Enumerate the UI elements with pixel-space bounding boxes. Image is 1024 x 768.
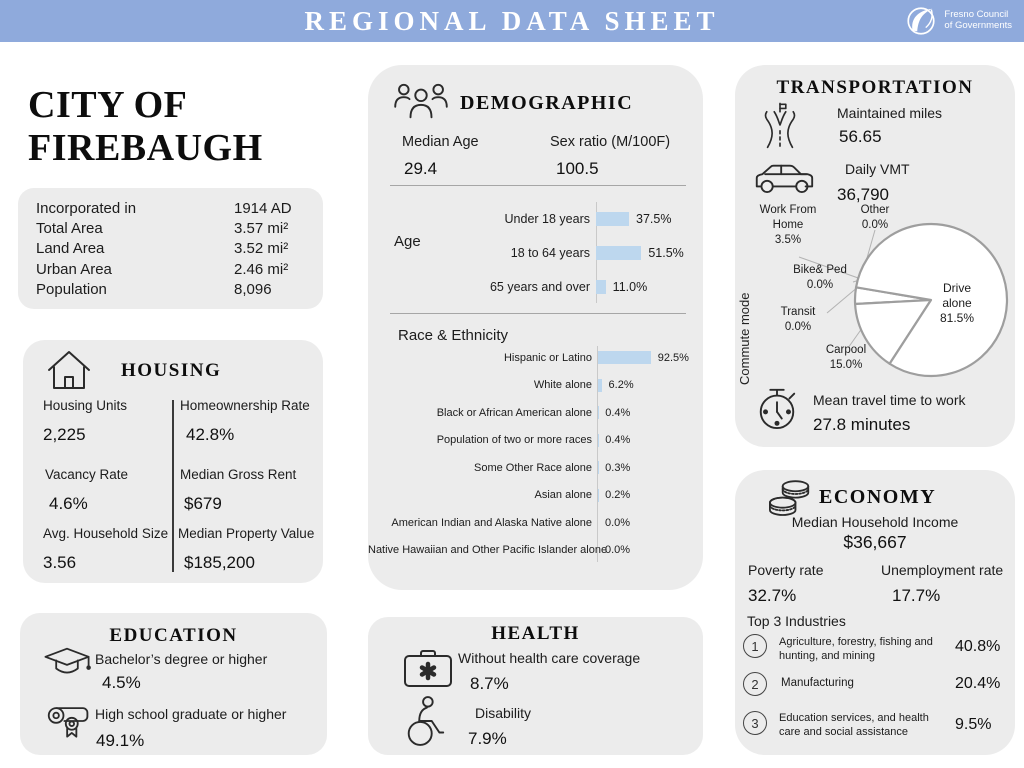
logo-text: Fresno Council of Governments [944,9,1012,31]
poverty-rate-label: Poverty rate [748,562,824,578]
bar-row: Under 18 years 37.5% [504,212,672,226]
maintained-miles-value: 56.65 [839,127,882,146]
bar [596,212,629,226]
bar [596,246,641,260]
stat-value: 4.6% [49,494,88,513]
divider [390,185,686,186]
stat-value: 2,225 [43,425,86,444]
housing-divider [172,400,174,572]
stat-label: Bachelor’s degree or higher [95,651,268,667]
median-age-label: Median Age [402,134,479,150]
pie-label-drive-alone: Drive alone 81.5% [939,281,975,325]
stat-label: Homeownership Rate [180,398,310,413]
demographic-title: DEMOGRAPHIC [460,92,634,114]
bar [596,280,606,294]
stat-label: High school graduate or higher [95,706,287,722]
pie-label-bike-ped: Bike& Ped 0.0% [793,264,847,291]
stat-label: Disability [475,705,532,721]
pie-label-other: Other 0.0% [860,204,890,231]
unemployment-rate-value: 17.7% [892,586,941,605]
pie-label-transit: Transit 0.0% [780,306,816,333]
sex-ratio-label: Sex ratio (M/100F) [550,134,671,150]
fact-row: Land Area 3.52 mi² [36,240,289,258]
maintained-miles-label: Maintained miles [837,105,943,121]
stat-label: Median Property Value [178,526,315,541]
stat-value: 4.5% [102,673,141,692]
bar-row: 65 years and over 11.0% [489,280,648,294]
people-icon [392,81,450,123]
house-icon [45,348,93,392]
pie-label-work-from-home: Work From Home 3.5% [759,204,817,246]
stat-value: $679 [184,494,222,513]
economy-title: ECONOMY [819,486,937,508]
stat-value: 8.7% [470,674,509,693]
bar-row: 18 to 64 years 51.5% [510,246,684,260]
economy-panel [735,470,1015,755]
wheelchair-icon [402,695,448,747]
commute-mode-axis-label: Commute mode [737,292,752,385]
stat-label: Avg. Household Size [43,526,169,541]
graduation-cap-icon [42,646,92,682]
stat-value: 42.8% [186,425,235,444]
bar-row: Hispanic or Latino 92.5% [503,351,689,364]
stat-label: Without health care coverage [458,650,641,666]
stat-value: 49.1% [96,731,145,750]
mean-travel-label: Mean travel time to work [813,392,966,408]
median-income-label: Median Household Income [791,514,959,530]
cog-swirl-icon [904,4,938,38]
industry-value: 20.4% [955,675,1001,692]
unemployment-rate-label: Unemployment rate [881,562,1004,578]
bar-row: Native Hawaiian and Other Pacific Islander alone 0.0% [368,544,631,556]
race-chart-title: Race & Ethnicity [398,327,509,344]
page-title: REGIONAL DATA SHEET [304,6,720,36]
industry-label: Education services, and health care and social assistance [779,712,929,738]
bar [598,351,651,364]
pie-label-carpool: Carpool 15.0% [825,344,867,371]
city-title: CITY OF FIREBAUGH [28,84,263,169]
bar-row: White alone 6.2% [533,379,634,391]
industry-value: 40.8% [955,638,1001,655]
stat-label: Median Gross Rent [180,467,297,482]
bar [598,379,602,392]
diploma-icon [46,699,92,743]
stopwatch-icon [755,383,799,433]
demographic-panel [368,65,703,590]
header-bar [0,0,1024,42]
transportation-panel [735,65,1015,447]
industry-rank-2: 2 [743,672,767,696]
bar-row: Population of two or more races 0.4% [436,434,631,446]
industry-rank-1: 1 [743,634,767,658]
industry-rank-3: 3 [743,711,767,735]
health-title: HEALTH [491,623,580,644]
housing-title: HOUSING [121,360,222,381]
transportation-title: TRANSPORTATION [776,77,974,98]
education-panel [20,613,327,755]
daily-vmt-label: Daily VMT [845,161,910,177]
health-panel [368,617,703,755]
divider [390,313,686,314]
stat-value: 3.56 [43,553,77,572]
daily-vmt-value: 36,790 [837,185,889,204]
mean-travel-value: 27.8 minutes [813,415,911,434]
median-age-value: 29.4 [404,159,438,178]
poverty-rate-value: 32.7% [748,586,797,605]
industry-label: Manufacturing [781,677,854,689]
road-icon [761,101,799,149]
fact-row: Population 8,096 [36,280,272,298]
fact-row: Total Area 3.57 mi² [36,220,289,238]
median-income-value: $36,667 [843,532,907,552]
bar-row: American Indian and Alaska Native alone 0.0% [391,516,631,529]
housing-panel [23,340,323,583]
industry-value: 9.5% [955,716,992,733]
bar-row: Black or African American alone 0.4% [436,406,631,419]
stat-value: 7.9% [468,729,507,748]
fresno-cog-logo [904,4,1012,38]
fact-row: Urban Area 2.46 mi² [36,260,289,278]
stat-value: $185,200 [184,553,255,572]
car-icon [753,160,815,194]
fact-row: Incorporated in 1914 AD [36,200,292,217]
top-industries-title: Top 3 Industries [747,613,846,629]
stat-label: Housing Units [43,398,128,413]
bar-row: Some Other Race alone 0.3% [473,461,631,474]
sex-ratio-value: 100.5 [556,159,599,178]
education-title: EDUCATION [109,625,238,646]
stat-label: Vacancy Rate [45,467,129,482]
city-facts-panel [18,188,323,309]
medical-kit-icon [402,644,454,690]
bar-row: Asian alone 0.2% [534,489,631,501]
industry-label: Agriculture, forestry, fishing and hunting, and mining [779,636,933,662]
age-chart-title: Age [394,233,421,250]
